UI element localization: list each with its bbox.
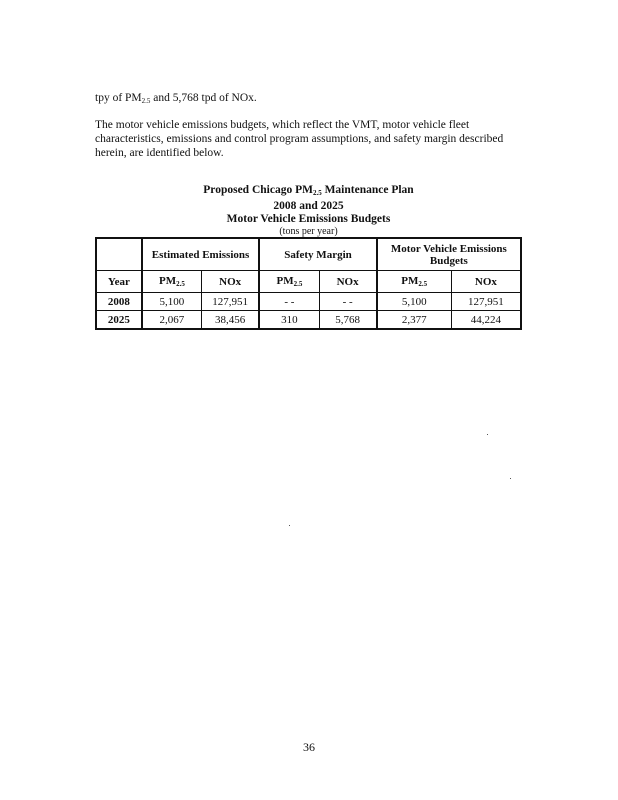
- header-est-pm: $PM_{2.5}$: [142, 271, 202, 293]
- cell-sm-nox: - -: [319, 293, 377, 311]
- intro-subscript: 2.5: [141, 97, 151, 105]
- header-mv-pm: $PM_{2.5}$: [377, 271, 452, 293]
- cell-mv-pm: 2,377: [377, 311, 452, 330]
- budgets-paragraph: The motor vehicle emissions budgets, which reflect the VMT, motor vehicle fleet characteristics, emissions and control program assumptions, and safety margin described herein, are identified below.: [95, 119, 504, 159]
- cell-est-nox: 127,951: [202, 293, 260, 311]
- intro-paragraph: [95, 91, 535, 108]
- table-units: (tons per year): [279, 226, 338, 237]
- group-header-row: [96, 238, 521, 271]
- cell-est-pm: 5,100: [142, 293, 202, 311]
- row-year: 2008: [96, 293, 142, 311]
- header-sm-pm: $PM_{2.5}$: [259, 271, 319, 293]
- column-header-row: [96, 271, 521, 293]
- scan-speck: [487, 434, 488, 435]
- cell-mv-nox: 44,224: [451, 311, 521, 330]
- cell-mv-pm: 5,100: [377, 293, 452, 311]
- row-year: 2025: [96, 311, 142, 330]
- table-title-block: [95, 184, 522, 237]
- blank-header-cell: [96, 238, 142, 271]
- page-number: 36: [303, 740, 315, 754]
- scan-speck: [510, 478, 511, 479]
- header-mv-nox: NOx: [451, 271, 521, 293]
- header-est-nox: NOx: [202, 271, 260, 293]
- emissions-budget-table: [95, 237, 522, 330]
- intro-text-prefix: tpy of PM: [95, 92, 142, 104]
- table-title-years: 2008 and 2025: [273, 200, 344, 212]
- cell-sm-pm: 310: [259, 311, 319, 330]
- header-year: Year: [96, 271, 142, 293]
- header-mv-budgets: Motor Vehicle Emissions Budgets: [377, 238, 521, 271]
- header-estimated-emissions: Estimated Emissions: [142, 238, 260, 271]
- table-title-line1: Proposed Chicago $PM_{2.5}$ Maintenance Plan: [203, 184, 414, 197]
- header-sm-nox: NOx: [319, 271, 377, 293]
- table-row: [96, 311, 521, 330]
- header-safety-margin: Safety Margin: [259, 238, 376, 271]
- table-title-line3: Motor Vehicle Emissions Budgets: [226, 213, 391, 225]
- table-row: [96, 293, 521, 311]
- cell-est-nox: 38,456: [202, 311, 260, 330]
- intro-text-suffix: and 5,768 tpd of NOx.: [150, 92, 257, 104]
- cell-est-pm: 2,067: [142, 311, 202, 330]
- cell-sm-pm: - -: [259, 293, 319, 311]
- cell-mv-nox: 127,951: [451, 293, 521, 311]
- cell-sm-nox: 5,768: [319, 311, 377, 330]
- scan-speck: [289, 525, 290, 526]
